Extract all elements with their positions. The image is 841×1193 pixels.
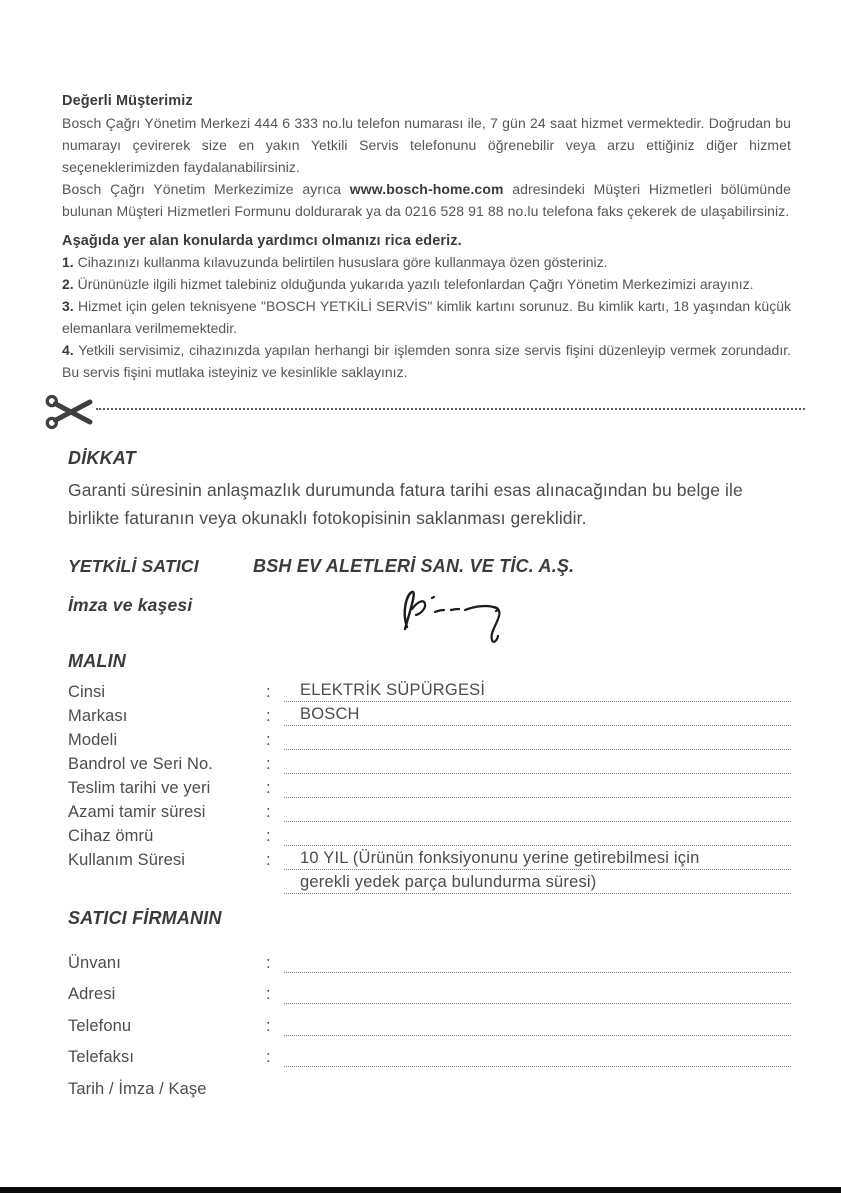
field-value [284,954,791,973]
satici-section [62,908,791,1099]
instructions-section [62,233,791,383]
field-colon: : [266,851,271,869]
field-value [284,755,791,774]
field-label: Ünvanı [68,953,121,972]
malin-section [62,651,791,894]
field-value [284,827,791,846]
scissors-icon [44,392,96,432]
field-label: Kullanım Süresi [68,851,186,869]
field-colon: : [266,755,271,773]
website-url: www.bosch-home.com [349,181,504,197]
form-row-unvani [68,941,791,973]
field-label: Azami tamir süresi [68,803,206,821]
item-text: Cihazınızı kullanma kılavuzunda belirtilen hususlara göre kullanmaya özen gösteriniz. [73,254,608,270]
field-colon: : [266,985,271,1003]
form-row-kullanim-suresi-cont [68,870,791,894]
field-label: Cinsi [68,683,106,701]
field-label: Modeli [68,731,118,749]
field-label: Tarih / İmza / Kaşe [68,1079,207,1098]
field-label: Bandrol ve Seri No. [68,755,213,773]
form-row-kullanim-suresi [68,846,791,870]
form-row-cinsi [68,678,791,702]
company-name: BSH EV ALETLERİ SAN. VE TİC. A.Ş. [253,556,575,576]
form-row-azami-tamir [68,798,791,822]
field-label: Teslim tarihi ve yeri [68,779,211,797]
field-value: gerekli yedek parça bulundurma süresi) [284,873,791,894]
instruction-item-2 [62,273,791,295]
instruction-item-1 [62,251,791,273]
field-colon: : [266,683,271,701]
dotted-cut-line [96,408,805,410]
form-row-cihaz-omru [68,822,791,846]
instructions-heading: Aşağıda yer alan konularda yardımcı olmanızı rica ederiz. [62,233,462,249]
field-value [284,1048,791,1067]
field-colon: : [266,803,271,821]
form-row-bandrol-seri-no [68,750,791,774]
dikkat-text: Garanti süresinin anlaşmazlık durumunda fatura tarihi esas alınacağından bu belge ile birlikte faturanın veya okunaklı fotokopisinin saklanması gereklidir. [68,480,743,528]
intro-section [62,93,791,222]
form-row-tarih-imza-kase [68,1067,791,1099]
intro-heading: Değerli Müşterimiz [62,93,193,109]
instruction-item-3 [62,295,791,339]
item-number: 1. [62,254,74,270]
item-number: 4. [62,342,74,358]
field-colon: : [266,1016,271,1035]
field-colon: : [266,1048,271,1066]
signature [377,582,527,654]
dikkat-section [62,448,791,532]
form-row-telefonu [68,1004,791,1036]
item-number: 2. [62,276,74,292]
item-text: Yetkili servisimiz, cihazınızda yapılan herhangi bir işlemden sonra size servis fişini düzenleyip vermek zorundadır. Bu servis fişini mutlaka isteyiniz ve kesinlikle saklayınız. [62,342,791,380]
cut-line [44,392,805,432]
field-colon: : [266,953,271,972]
authorized-seller-label: YETKİLİ SATICI [68,556,199,576]
field-value [284,803,791,822]
intro-paragraph-1: Bosch Çağrı Yönetim Merkezi 444 6 333 no.lu telefon numarası ile, 7 gün 24 saat hizmet vermektedir. Doğrudan bu numarayı çevirerek size en yakın Yetkili Servis telefonunu öğrenebilir veya arzu ettiğiniz diğer hizmet seçeneklerimizden faydalanabilirsiniz. [62,115,791,175]
field-label: Telefonu [68,1016,132,1035]
field-value [284,779,791,798]
malin-heading: MALIN [68,651,126,671]
field-label: Adresi [68,985,116,1003]
field-colon: : [266,827,271,845]
seller-section [62,556,791,621]
field-value: ELEKTRİK SÜPÜRGESİ [284,681,791,702]
field-colon: : [266,707,271,725]
field-label: Telefaksı [68,1048,135,1066]
scan-bottom-edge [0,1187,841,1193]
field-value [284,1017,791,1036]
intro-paragraph-2 [62,178,791,222]
form-row-modeli [68,726,791,750]
item-text: Ürününüzle ilgili hizmet talebiniz olduğunda yukarıda yazılı telefonlardan Çağrı Yönetim Merkezimizi arayınız. [73,276,754,292]
item-text: Hizmet için gelen teknisyene "BOSCH YETKİLİ SERVİS" kimlik kartını sorunuz. Bu kimlik kartı, 18 yaşından küçük elemanlara verilmemektedir. [62,298,791,336]
form-row-markasi [68,702,791,726]
seller-row [68,556,791,577]
field-value: BOSCH [284,705,791,726]
form-row-adresi [68,973,791,1005]
form-row-telefaksi [68,1036,791,1068]
form-row-teslim-tarihi [68,774,791,798]
field-label: Cihaz ömrü [68,827,154,845]
satici-heading: SATICI FİRMANIN [68,908,222,928]
field-colon: : [266,731,271,749]
item-number: 3. [62,298,74,314]
intro-paragraph-2-pre: Bosch Çağrı Yönetim Merkezimize ayrıca [62,181,350,197]
instruction-item-4 [62,339,791,383]
field-value: 10 YIL (Ürünün fonksiyonunu yerine getirebilmesi için [284,849,791,870]
field-colon: : [266,779,271,797]
intro-paragraph-2-post: adresindeki Müşteri Hizmetleri bölümünde bulunan Müşteri Hizmetleri Formunu doldurarak ya da 0216 528 91 88 no.lu telefona faks çekerek de ulaşabilirsiniz. [62,181,791,219]
field-value [284,731,791,750]
field-value [284,985,791,1004]
signature-stamp-label: İmza ve kaşesi [68,595,193,615]
field-label: Markası [68,707,128,725]
dikkat-heading: DİKKAT [68,448,136,468]
